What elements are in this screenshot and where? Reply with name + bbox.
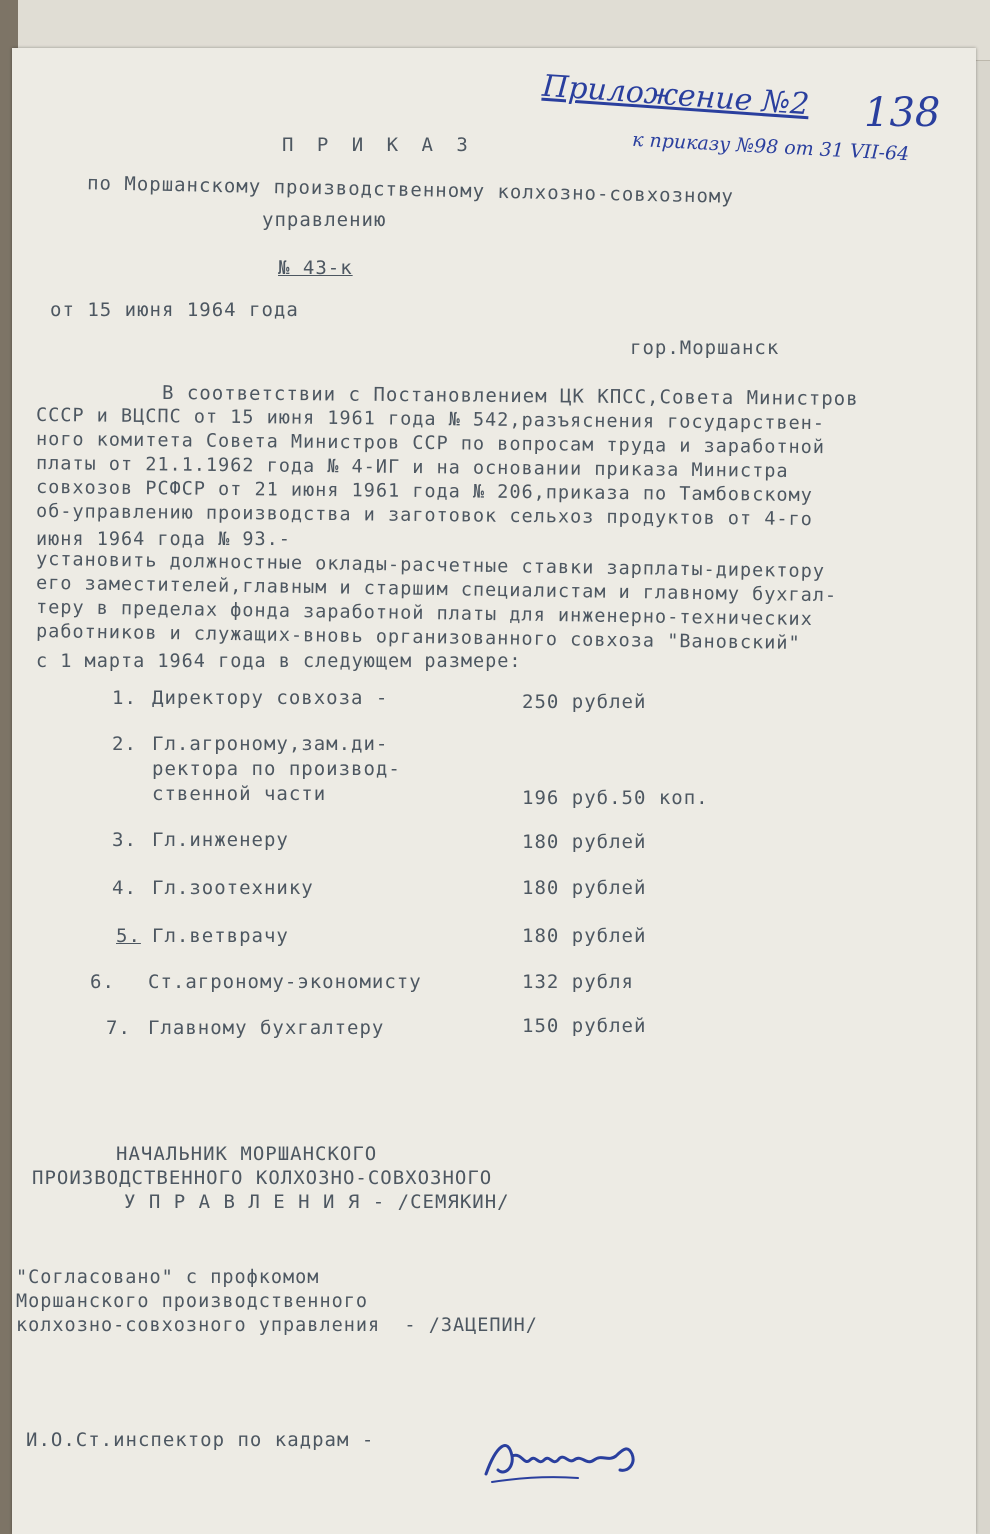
order-date: от 15 июня 1964 года: [50, 299, 299, 321]
body-line: СССР и ВЦСПС от 15 июня 1961 года № 542,разъяснения государствен-: [35, 404, 826, 435]
body-line: теру в пределах фонда заработной платы для инженерно-технических: [35, 596, 813, 631]
handwritten-signature: [478, 1426, 658, 1496]
header-line-1: по Моршанскому производственному колхозно-совхозному: [86, 172, 734, 208]
chief-title-line-2: ПРОИЗВОДСТВЕННОГО КОЛХОЗНО-СОВХОЗНОГО: [32, 1167, 493, 1189]
order-place: гор.Моршанск: [630, 337, 780, 359]
body-line: платы от 21.1.1962 года № 4-ИГ и на основании приказа Министра: [35, 453, 789, 482]
inspector-line: И.О.Ст.инспектор по кадрам -: [26, 1429, 375, 1451]
salary-item-number: 2.: [112, 733, 137, 755]
salary-item-amount: 150 рублей: [522, 1015, 647, 1037]
body-line: В соответствии с Постановлением ЦК КПСС,Совета Министров: [161, 381, 859, 411]
body-line: его заместителей,главным и старшим специалистам и главному бухгал-: [35, 572, 838, 607]
salary-item-position: Гл.агроному,зам.ди- ректора по производ- ственной части: [152, 733, 401, 805]
salary-item-position: Главному бухгалтеру: [148, 1017, 385, 1039]
reference-note: к приказу №98 от 31 VII-64: [631, 128, 910, 166]
chief-title-line-1: НАЧАЛЬНИК МОРШАНСКОГО: [116, 1143, 378, 1165]
salary-item-number: 3.: [112, 829, 137, 851]
agreed-line-2: Моршанского производственного: [16, 1291, 369, 1312]
salary-item-position: Гл.инженеру: [152, 829, 289, 851]
salary-item-amount: 250 рублей: [522, 691, 647, 713]
salary-item-position: Гл.зоотехнику: [152, 877, 314, 899]
agreed-line-1: "Согласовано" с профкомом: [16, 1267, 320, 1288]
appendix-note: Приложение №2: [541, 68, 811, 123]
header-line-2: управлению: [262, 209, 387, 231]
chief-title-line-3: У П Р А В Л Е Н И Я - /СЕМЯКИН/: [124, 1191, 510, 1213]
salary-item-number: 1.: [112, 687, 137, 709]
body-line: работников и служащих-вновь организованного совхоза "Вановский": [35, 620, 801, 655]
salary-item-amount: 180 рублей: [522, 925, 647, 947]
body-line: ного комитета Совета Министров ССР по вопросам труда и заработной: [35, 428, 826, 459]
salary-item-position: Ст.агроному-экономисту: [148, 971, 422, 993]
document-page: [12, 48, 976, 1534]
salary-item-amount: 132 рубля: [522, 971, 634, 993]
salary-item-number: 4.: [112, 877, 137, 899]
salary-item-number: 6.: [90, 971, 115, 993]
body-line: установить должностные оклады-расчетные ставки зарплаты-директору: [35, 548, 826, 583]
salary-item-number: 5.: [116, 925, 141, 947]
page-number: 138: [864, 90, 941, 136]
salary-item-position: Гл.ветврачу: [152, 925, 289, 947]
salary-item-amount: 180 рублей: [522, 831, 647, 853]
body-line: июня 1964 года № 93.-: [36, 529, 291, 550]
salary-item-number: 7.: [106, 1017, 131, 1039]
agreed-line-3: колхозно-совхозного управления - /ЗАЦЕПИН/: [16, 1315, 538, 1336]
salary-item-amount: 196 руб.50 коп.: [522, 787, 709, 809]
order-number: № 43-к: [278, 257, 353, 279]
salary-item-position: Директору совхоза -: [152, 687, 389, 709]
salary-item-amount: 180 рублей: [522, 877, 647, 899]
body-line: об-управлению производства и заготовок сельхоз продуктов от 4-го: [35, 500, 813, 531]
document-title: П Р И К А З: [282, 134, 474, 156]
body-line: с 1 марта 1964 года в следующем размере:: [36, 651, 522, 672]
body-line: совхозов РСФСР от 21 июня 1961 года № 206,приказа по Тамбовскому: [35, 476, 813, 507]
